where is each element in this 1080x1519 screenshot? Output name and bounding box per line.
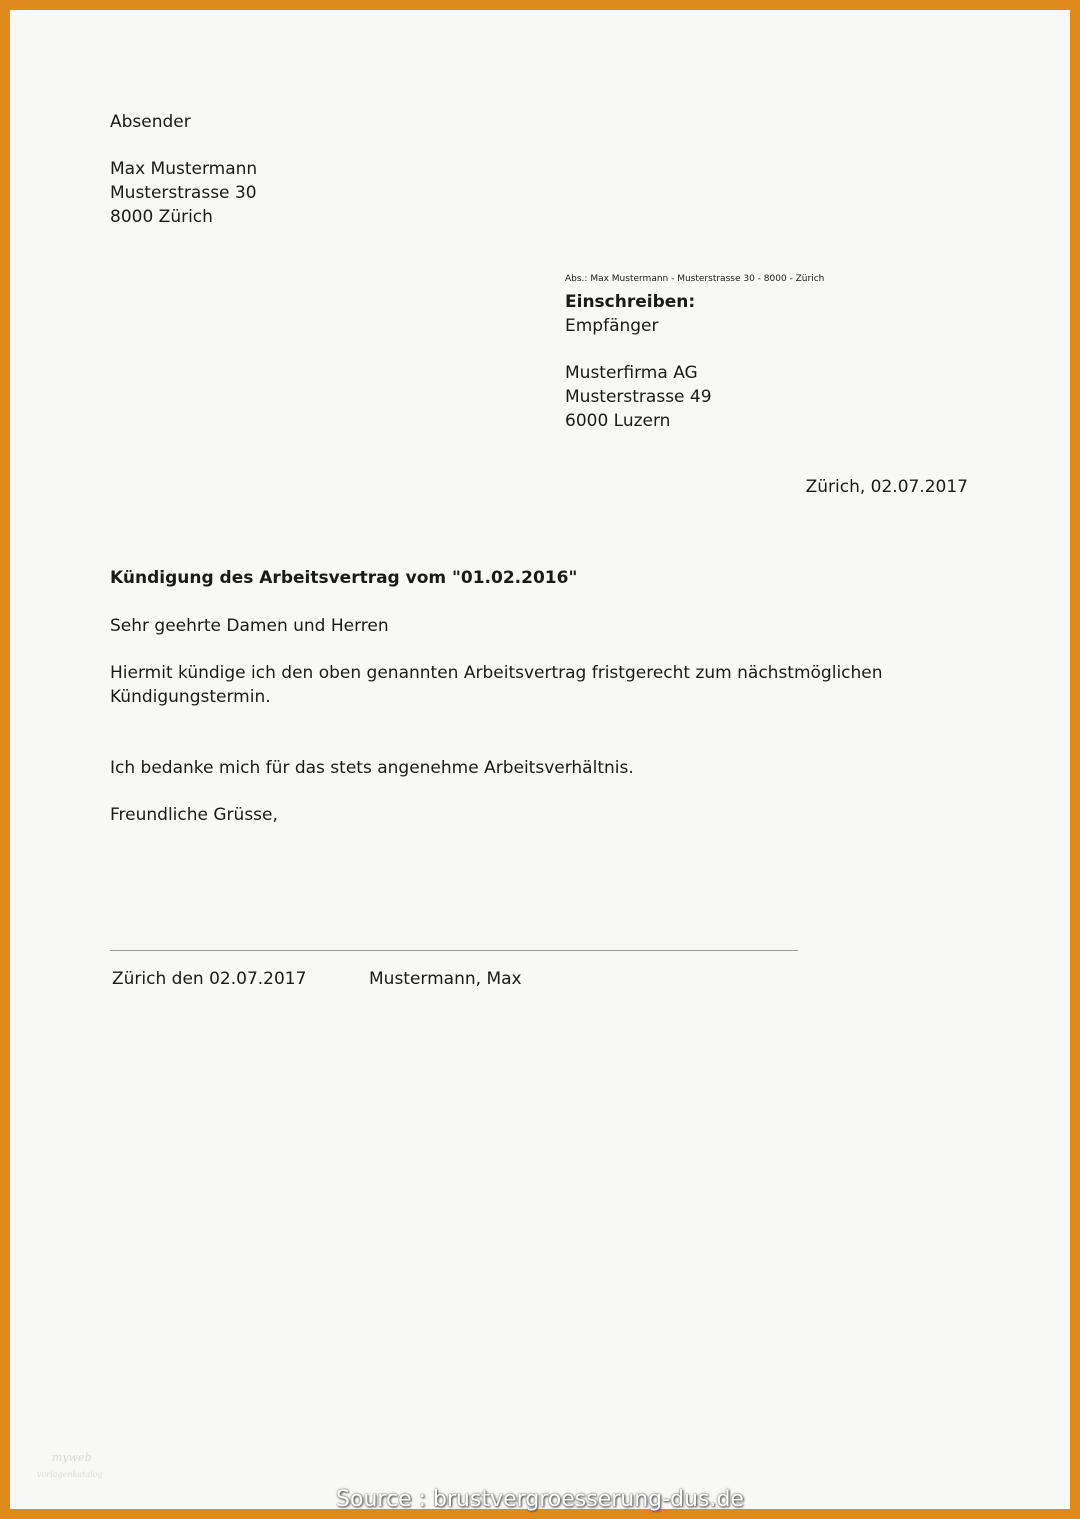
delivery-type: Einschreiben: [565,292,696,312]
body-paragraph-1-line-2: Kündigungstermin. [110,687,271,707]
salutation: Sehr geehrte Damen und Herren [110,616,389,636]
return-address-line: Abs.: Max Mustermann - Musterstrasse 30 - 8000 - Zürich [565,274,825,284]
letter-page [10,10,1070,1509]
recipient-city: 6000 Luzern [565,411,671,431]
recipient-street: Musterstrasse 49 [565,387,712,407]
source-caption: Source : brustvergroesserung-dus.de [336,1487,744,1512]
sender-street: Musterstrasse 30 [110,183,257,203]
sender-city: 8000 Zürich [110,207,213,227]
watermark-logo-subtitle: vorlagenkatalog [37,1470,103,1479]
signature-place-date: Zürich den 02.07.2017 [112,969,307,989]
signature-line [110,950,798,951]
recipient-company: Musterfirma AG [565,363,698,383]
watermark-logo: myweb [52,1451,92,1464]
signature-name: Mustermann, Max [369,969,522,989]
recipient-label: Empfänger [565,316,659,336]
closing: Freundliche Grüsse, [110,805,278,825]
place-date: Zürich, 02.07.2017 [805,477,968,497]
body-paragraph-1-line-1: Hiermit kündige ich den oben genannten Arbeitsvertrag fristgerecht zum nächstmöglichen [110,663,883,683]
subject-line: Kündigung des Arbeitsvertrag vom "01.02.2016" [110,568,578,588]
body-paragraph-2: Ich bedanke mich für das stets angenehme Arbeitsverhältnis. [110,758,634,778]
sender-heading: Absender [110,112,191,132]
sender-name: Max Mustermann [110,159,258,179]
